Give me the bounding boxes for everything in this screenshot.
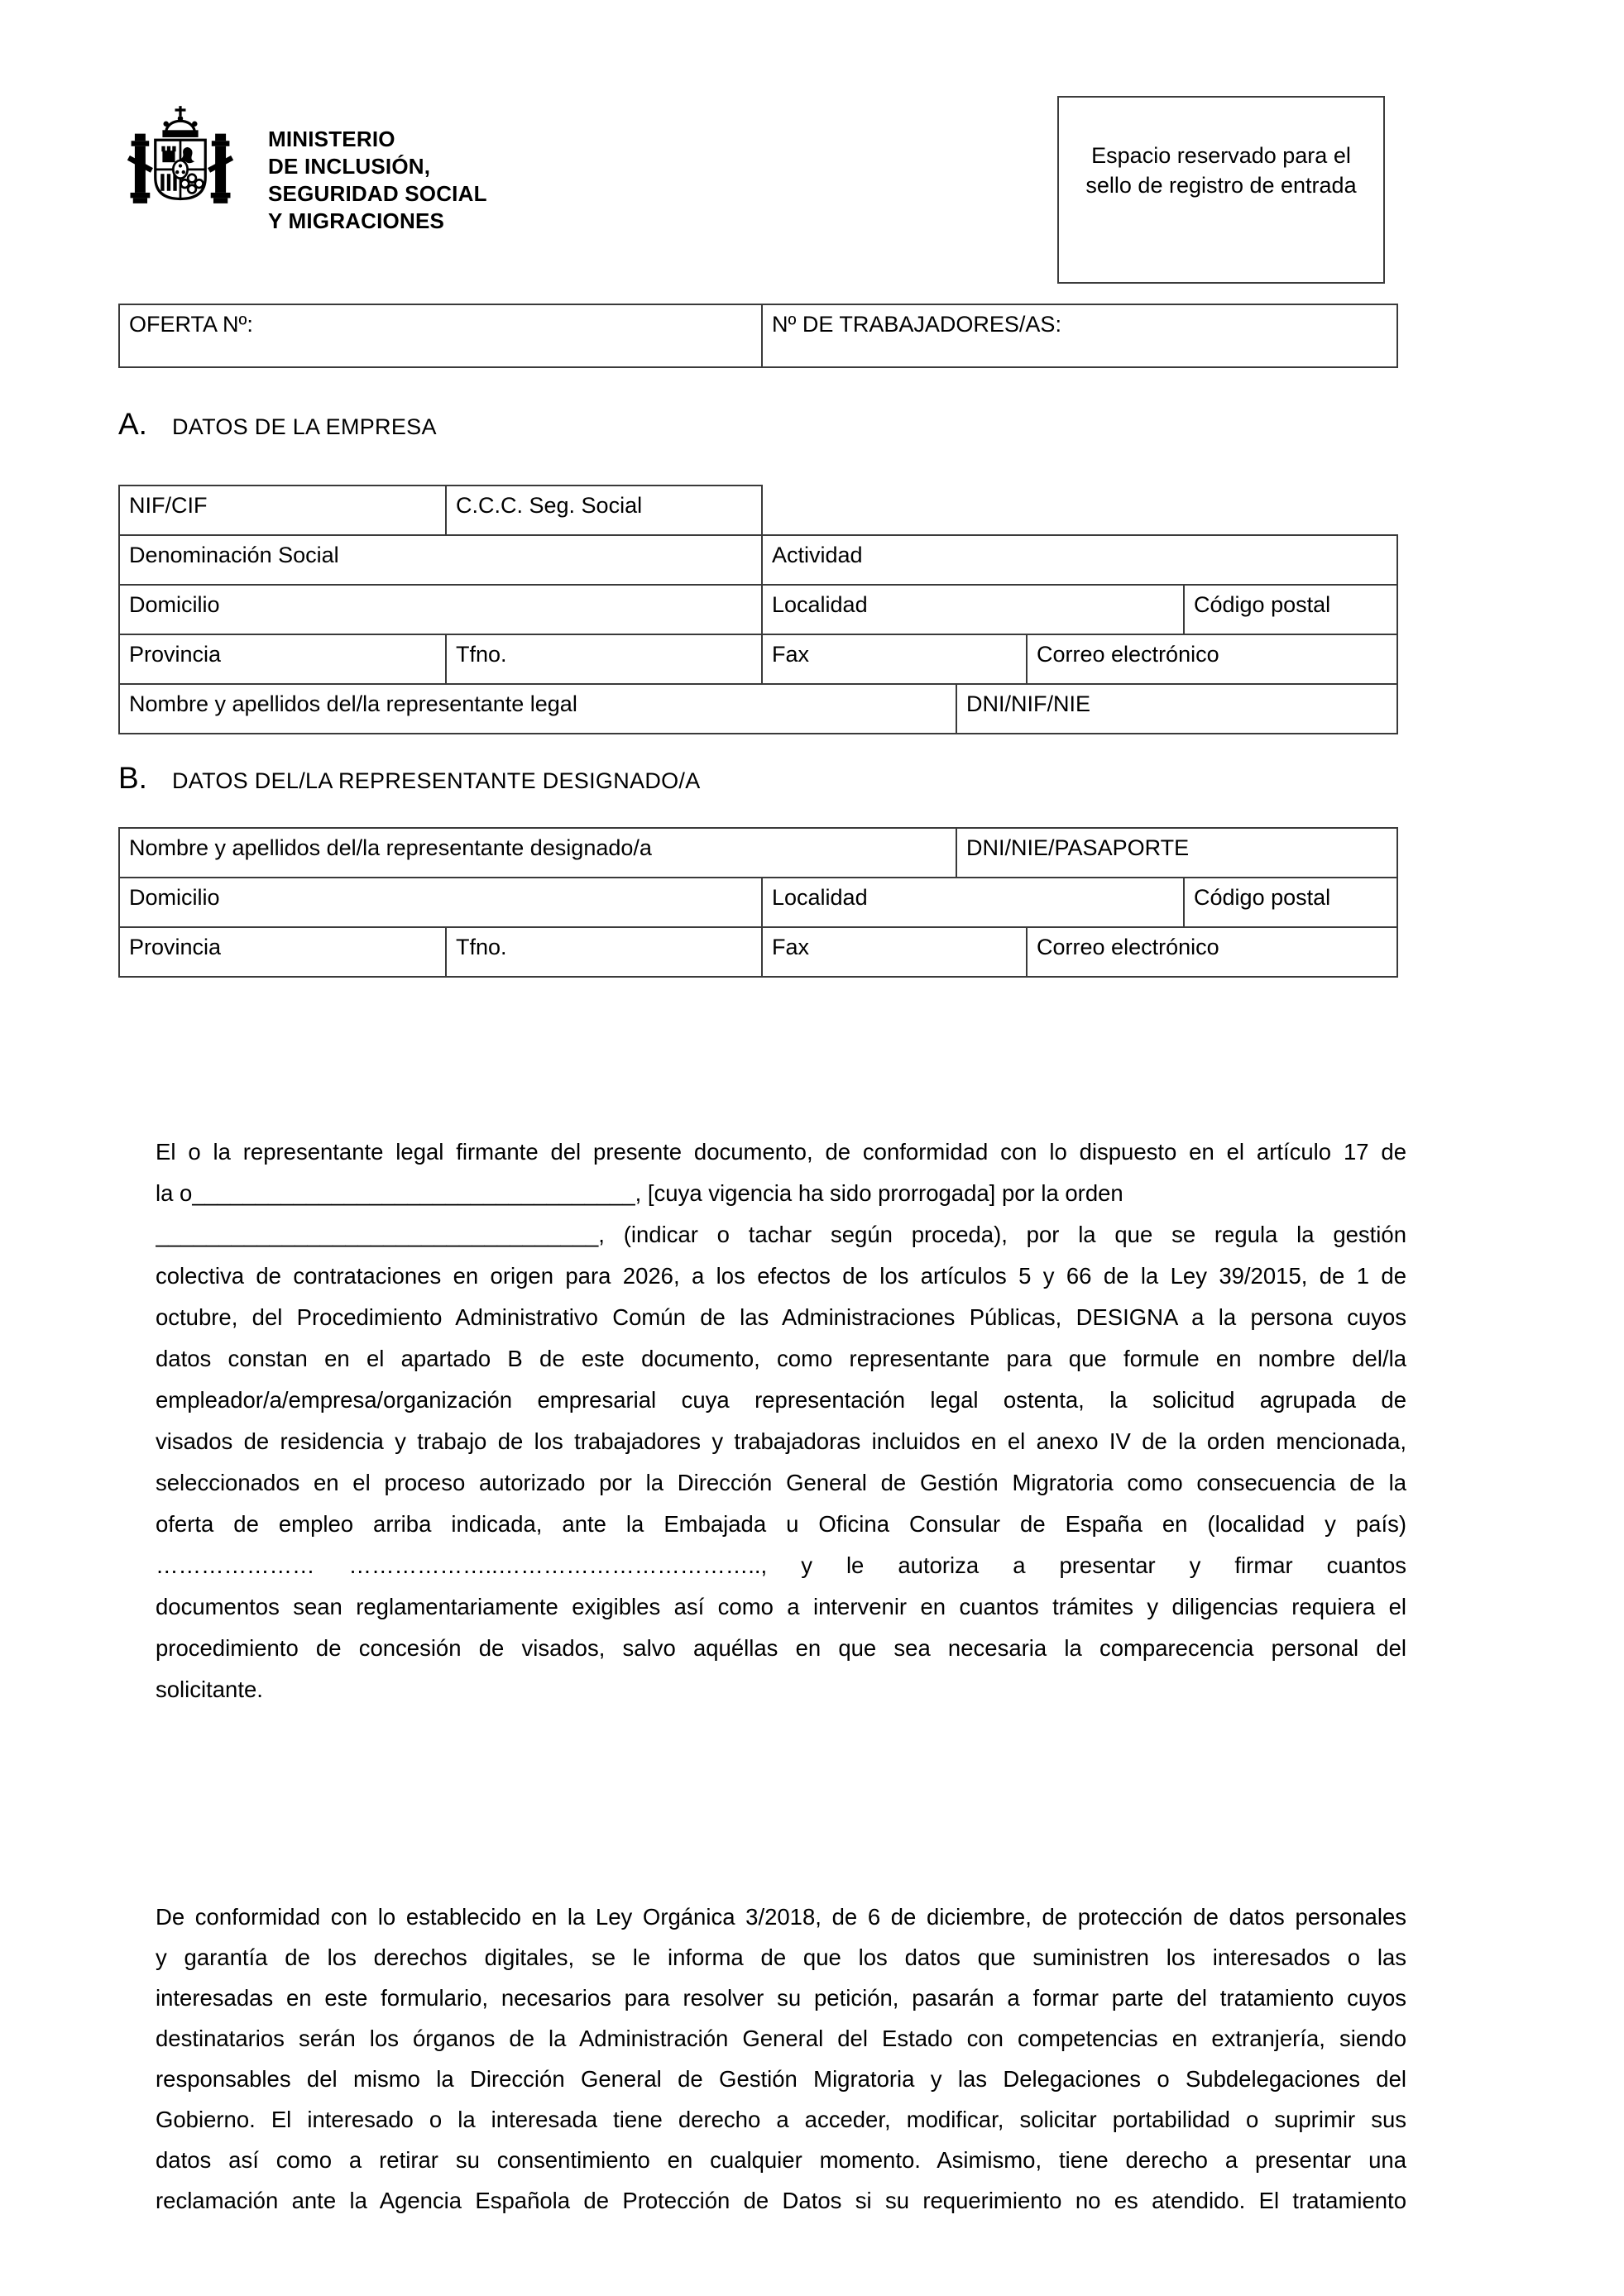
table-row <box>119 878 1397 927</box>
paragraph-line: documentos sean reglamentariamente exigibles así como a intervenir en cuantos trámites y diligencias requiera el <box>156 1594 1406 1619</box>
designation-paragraph <box>156 1131 1406 1710</box>
company-data-table <box>118 485 1398 734</box>
paragraph-line: datos así como a retirar su consentimiento en cualquier momento. Asimismo, tiene derecho a presentar una <box>156 2147 1406 2173</box>
field-telefono: Tfno. <box>446 927 762 977</box>
field-denominacion-social: Denominación Social <box>119 535 762 585</box>
registry-stamp-box: Espacio reservado para el sello de registro de entrada <box>1057 96 1385 284</box>
table-row <box>119 535 1397 585</box>
paragraph-line: De conformidad con lo establecido en la Ley Orgánica 3/2018, de 6 de diciembre, de protección de datos personales <box>156 1904 1406 1930</box>
field-representante-legal: Nombre y apellidos del/la representante legal <box>119 684 956 734</box>
paragraph-line: y garantía de los derechos digitales, se le informa de que los datos que suministren los interesados o las <box>156 1944 1406 1970</box>
paragraph-line: Gobierno. El interesado o la interesada tiene derecho a acceder, modificar, solicitar portabilidad o suprimir sus <box>156 2107 1406 2132</box>
paragraph-line: reclamación ante la Agencia Española de Protección de Datos si su requerimiento no es atendido. El tratamiento <box>156 2188 1406 2213</box>
field-actividad: Actividad <box>762 535 1397 585</box>
field-dni-nie-pasaporte: DNI/NIE/PASAPORTE <box>956 828 1397 878</box>
field-codigo-postal: Código postal <box>1184 878 1397 927</box>
table-row <box>119 927 1397 977</box>
table-row <box>119 304 1397 367</box>
field-nif-cif: NIF/CIF <box>119 486 446 535</box>
field-localidad: Localidad <box>762 585 1184 634</box>
field-codigo-postal: Código postal <box>1184 585 1397 634</box>
field-correo-electronico: Correo electrónico <box>1027 634 1397 684</box>
field-dni-nif-nie: DNI/NIF/NIE <box>956 684 1397 734</box>
field-fax: Fax <box>762 927 1027 977</box>
section-b-title: DATOS DEL/LA REPRESENTANTE DESIGNADO/A <box>171 768 701 793</box>
ministry-line: MINISTERIO <box>268 127 395 151</box>
field-telefono: Tfno. <box>446 634 762 684</box>
section-a-title: DATOS DE LA EMPRESA <box>171 414 437 439</box>
paragraph-line: destinatarios serán los órganos de la Administración General del Estado con competencias en extranjería, siendo <box>156 2026 1406 2051</box>
field-domicilio: Domicilio <box>119 878 762 927</box>
paragraph-line: oferta de empleo arriba indicada, ante la Embajada u Oficina Consular de España en (localidad y país) <box>156 1511 1406 1537</box>
paragraph-line: la o___________________________________, [cuya vigencia ha sido prorrogada] por la orden <box>156 1180 1123 1206</box>
field-correo-electronico: Correo electrónico <box>1027 927 1397 977</box>
paragraph-line: ………………… ………………..…………………………….., y le autoriza a presentar y firmar cuantos <box>156 1552 1406 1578</box>
ministry-line: Y MIGRACIONES <box>268 208 445 233</box>
field-fax: Fax <box>762 634 1027 684</box>
paragraph-line: responsables del mismo la Dirección General de Gestión Migratoria y las Delegaciones o Subdelegaciones del <box>156 2066 1406 2092</box>
table-row <box>119 684 1397 734</box>
table-row <box>119 634 1397 684</box>
paragraph-line: interesadas en este formulario, necesarios para resolver su petición, pasarán a formar parte del tratamiento cuyos <box>156 1985 1406 2011</box>
table-row <box>119 585 1397 634</box>
section-a-header <box>118 407 437 442</box>
privacy-paragraph <box>156 1897 1406 2221</box>
workers-number-cell: Nº DE TRABAJADORES/AS: <box>762 304 1397 367</box>
field-ccc-seg-social: C.C.C. Seg. Social <box>446 486 762 535</box>
offer-table <box>118 304 1398 368</box>
paragraph-line: octubre, del Procedimiento Administrativo Común de las Administraciones Públicas, DESIGNA a la persona cuyos <box>156 1304 1406 1330</box>
paragraph-line: El o la representante legal firmante del presente documento, de conformidad con lo dispuesto en el artículo 17 de <box>156 1139 1406 1165</box>
table-row <box>119 828 1397 878</box>
field-localidad: Localidad <box>762 878 1184 927</box>
designated-representative-table <box>118 827 1398 978</box>
empty-area <box>762 486 1397 535</box>
paragraph-line: ___________________________________, (indicar o tachar según proceda), por la que se regula la gestión <box>156 1222 1406 1247</box>
field-provincia: Provincia <box>119 927 446 977</box>
field-provincia: Provincia <box>119 634 446 684</box>
paragraph-line: colectiva de contrataciones en origen para 2026, a los efectos de los artículos 5 y 66 de la Ley 39/2015, de 1 de <box>156 1263 1406 1289</box>
paragraph-line: seleccionados en el proceso autorizado por la Dirección General de Gestión Migratoria como consecuencia de la <box>156 1470 1406 1495</box>
ministry-line: DE INCLUSIÓN, <box>268 154 431 179</box>
ministry-name <box>268 126 487 235</box>
paragraph-line: procedimiento de concesión de visados, salvo aquéllas en que sea necesaria la comparecencia personal del <box>156 1635 1406 1661</box>
spain-coat-of-arms-icon <box>122 104 238 238</box>
paragraph-line: solicitante. <box>156 1677 263 1702</box>
paragraph-line: empleador/a/empresa/organización empresarial cuya representación legal ostenta, la solicitud agrupada de <box>156 1387 1406 1413</box>
section-a-letter: A. <box>118 407 147 441</box>
ministry-line: SEGURIDAD SOCIAL <box>268 181 487 206</box>
field-domicilio: Domicilio <box>119 585 762 634</box>
offer-number-cell: OFERTA Nº: <box>119 304 762 367</box>
paragraph-line: datos constan en el apartado B de este documento, como representante para que formule en nombre del/la <box>156 1346 1406 1371</box>
field-representante-designado: Nombre y apellidos del/la representante designado/a <box>119 828 956 878</box>
section-b-letter: B. <box>118 761 147 795</box>
section-b-header <box>118 761 701 796</box>
paragraph-line: visados de residencia y trabajo de los trabajadores y trabajadoras incluidos en el anexo IV de la orden mencionada, <box>156 1428 1406 1454</box>
table-row <box>119 486 1397 535</box>
